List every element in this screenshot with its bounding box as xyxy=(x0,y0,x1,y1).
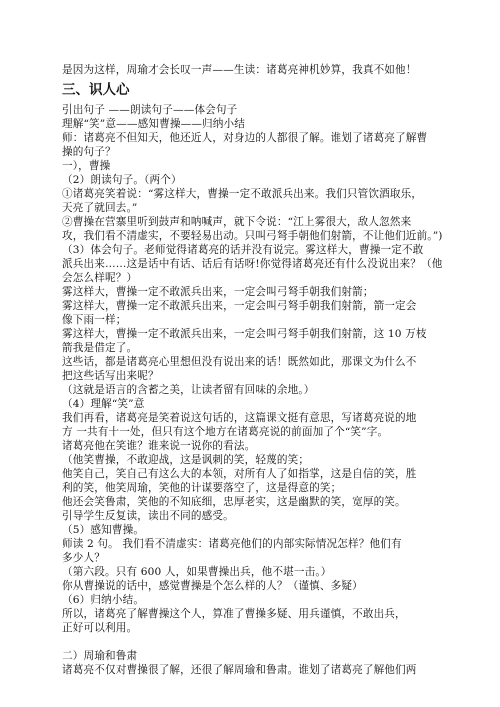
section-heading: 三、识人心 xyxy=(62,82,130,98)
text-line-19: 箭我是借定了。 xyxy=(62,342,138,354)
text-line-29: 利的笑，他笑周瑜，笑他的计谋要落空了，这是得意的笑； xyxy=(62,482,342,494)
text-line-22: （这就是语言的含蓄之美，让读者留有回味的余地。） xyxy=(62,384,315,396)
text-line-8: ①诸葛亮笑着说：“雾这样大，曹操一定不敢派兵出来。我们只管饮酒取乐， xyxy=(62,188,423,200)
text-line-14: 会怎么样呢？） xyxy=(62,272,138,284)
text-line-7: （2）朗读句子。（两个） xyxy=(62,174,182,186)
text-line-1: 是因为这样，周瑜才会长叹一声——生读：诸葛亮神机妙算，我真不如他！ xyxy=(62,64,417,76)
text-line-39: 正好可以利用。 xyxy=(62,622,138,634)
text-line-17: 像下雨一样； xyxy=(62,314,127,326)
text-line-31: 引导学生反复读，读出不同的感受。 xyxy=(62,510,234,522)
text-line-32: （5）感知曹操。 xyxy=(62,524,145,536)
text-line-10: ②曹操在营寨里听到鼓声和呐喊声，就下令说：“江上雾很大，敌人忽然来 xyxy=(62,216,412,228)
text-line-23: （4）理解“笑”意 xyxy=(62,398,145,410)
text-line-20: 这些话，都是诸葛亮心里想但没有说出来的话！既然如此，那课文为什么不 xyxy=(62,356,417,368)
text-line-33: 师读 2 句。 我们看不清虚实：诸葛亮他们的内部实际情况怎样？他们有 xyxy=(62,538,402,550)
text-line-35: （第六段。只有 600 人，如果曹操出兵，他不堪一击。） xyxy=(62,566,332,578)
text-line-16: 雾这样大，曹操一定不敢派兵出来，一定会叫弓弩手朝我们射箭，箭一定会 xyxy=(62,300,417,312)
text-line-42: 诸葛亮不仅对曹操很了解，还很了解周瑜和鲁肃。谁划了诸葛亮了解他们两 xyxy=(62,664,417,676)
text-line-4: 师：诸葛亮不但知天，他还近人，对身边的人都很了解。谁划了诸葛亮了解曹 xyxy=(62,132,428,144)
text-line-36: 你从曹操说的话中，感觉曹操是个怎么样的人？（谨慎、多疑） xyxy=(62,580,363,592)
text-line-5: 操的句子？ xyxy=(62,146,116,158)
text-line-3: 理解“笑”意——感知曹操——归纳小结 xyxy=(62,118,246,130)
text-line-6: 一），曹操 xyxy=(62,160,111,172)
text-line-25: 方 一共有十一处，但只有这个地方在诸葛亮说的前面加了个“笑”字。 xyxy=(62,426,389,438)
text-line-38: 所以，诸葛亮了解曹操这个人，算准了曹操多疑、用兵谨慎，不敢出兵， xyxy=(62,608,406,620)
text-line-18: 雾这样大，曹操一定不敢派兵出来，一定会叫弓弩手朝我们射箭，这 10 万枝 xyxy=(62,328,427,340)
text-line-15: 雾这样大，曹操一定不敢派兵出来，一定会叫弓弩手朝我们射箭； xyxy=(62,286,374,298)
text-line-30: 他还会笑鲁肃，笑他的不知底细，忠厚老实，这是幽默的笑，宽厚的笑。 xyxy=(62,496,406,508)
text-line-24: 我们再看，诸葛亮是笑着说这句话的，这篇课文挺有意思，写诸葛亮说的地 xyxy=(62,412,417,424)
text-line-28: 他笑自己，笑自己有这么大的本领，对所有人了如指掌，这是自信的笑，胜 xyxy=(62,468,417,480)
text-line-26: 诸葛亮他在笑谁？谁来说一说你的看法。 xyxy=(62,440,256,452)
text-line-12: （3）体会句子。老师觉得诸葛亮的话并没有说完。雾这样大，曹操一定不敢 xyxy=(62,244,424,256)
text-line-27: （他笑曹操，不敢迎战，这是讽刺的笑，轻蔑的笑； xyxy=(62,454,310,466)
text-line-37: （6）归纳小结。 xyxy=(62,594,145,606)
text-line-9: 天亮了就回去。” xyxy=(62,202,138,214)
text-line-11: 攻，我们看不清虚实，不要轻易出动。只叫弓弩手朝他们射箭，不让他们近前。”) xyxy=(62,230,443,242)
text-line-21: 把这些话写出来呢？ xyxy=(62,370,159,382)
text-line-2: 引出句子 ——朗读句子——体会句子 xyxy=(62,104,238,116)
text-line-41: 二）周瑜和鲁肃 xyxy=(62,650,138,662)
text-line-34: 多少人？ xyxy=(62,552,105,564)
text-line-13: 派兵出来……这是话中有话、话后有话呀!你觉得诸葛亮还有什么没说出来？（他 xyxy=(62,258,443,270)
